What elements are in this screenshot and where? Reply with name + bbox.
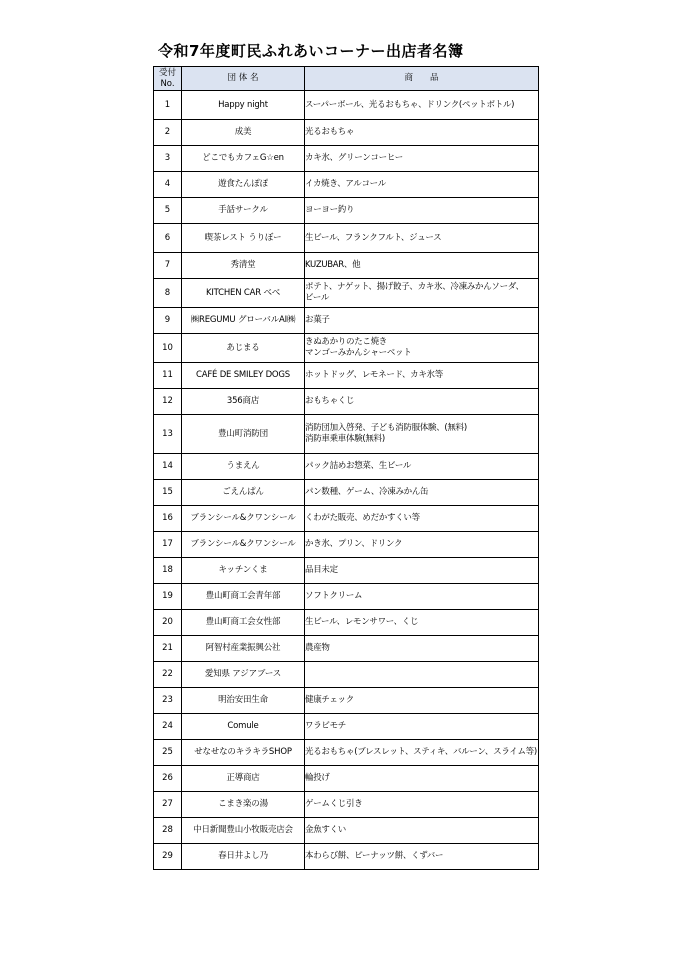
organization-name: 豊山町商工会青年部 [182, 584, 305, 610]
organization-name: ㈱REGUMU グローバルAI㈱ [182, 308, 305, 334]
organization-name: 愛知県 アジアブース [182, 662, 305, 688]
goods-line: パン数種、ゲーム、冷凍みかん缶 [305, 487, 429, 497]
goods-line: お菓子 [305, 315, 330, 325]
reception-number: 25 [154, 740, 182, 766]
goods-cell [305, 279, 539, 308]
table-header-row [154, 67, 539, 91]
reception-number: 27 [154, 792, 182, 818]
goods-cell [305, 532, 539, 558]
reception-number: 16 [154, 506, 182, 532]
table-row [154, 415, 539, 454]
table-row [154, 532, 539, 558]
table-row [154, 688, 539, 714]
table-row [154, 279, 539, 308]
organization-name: CAFÉ DE SMILEY DOGS [182, 363, 305, 389]
reception-number: 7 [154, 253, 182, 279]
goods-cell [305, 198, 539, 224]
table-row [154, 146, 539, 172]
organization-name: 春日井よし乃 [182, 844, 305, 870]
goods-line: マンゴーみかんシャーベット [305, 348, 412, 358]
organization-name: ごえんぱん [182, 480, 305, 506]
header-no-label: No. [160, 78, 175, 89]
goods-line: くわがた販売、めだかすくい等 [305, 513, 420, 523]
table-row [154, 792, 539, 818]
goods-line: 農産物 [305, 643, 330, 653]
goods-cell [305, 662, 539, 688]
goods-cell [305, 454, 539, 480]
table-row [154, 224, 539, 253]
reception-number: 21 [154, 636, 182, 662]
table-row [154, 610, 539, 636]
goods-cell [305, 558, 539, 584]
table-row [154, 662, 539, 688]
organization-name: 中日新聞豊山小牧販売店会 [182, 818, 305, 844]
goods-line: ヨーヨー釣り [305, 205, 355, 215]
reception-number: 28 [154, 818, 182, 844]
organization-name: Comule [182, 714, 305, 740]
header-reception-label: 受付 [158, 67, 176, 78]
goods-cell [305, 224, 539, 253]
organization-name: 遊食たんぽぽ [182, 172, 305, 198]
table-row [154, 766, 539, 792]
goods-line: ポテト、ナゲット、揚げ餃子、カキ氷、冷凍みかんソーダ、 [305, 282, 524, 292]
goods-cell [305, 91, 539, 120]
table-row [154, 480, 539, 506]
table-row [154, 120, 539, 146]
goods-cell [305, 792, 539, 818]
goods-cell [305, 714, 539, 740]
goods-cell [305, 334, 539, 363]
table-row [154, 253, 539, 279]
goods-line: スーパーボール、光るおもちゃ、ドリンク(ペットボトル) [305, 99, 515, 110]
goods-line: イカ焼き、アルコール [305, 179, 386, 189]
table-row [154, 91, 539, 120]
reception-number: 2 [154, 120, 182, 146]
table-row [154, 584, 539, 610]
table-row [154, 172, 539, 198]
goods-line: おもちゃくじ [305, 396, 355, 406]
page-title: 令和7年度町民ふれあいコーナー出店者名簿 [158, 42, 464, 60]
organization-name: 阿智村産業振興公社 [182, 636, 305, 662]
organization-name: 正導商店 [182, 766, 305, 792]
table-row [154, 558, 539, 584]
goods-line: 消防団加入啓発、子ども消防服体験、(無料) [305, 423, 467, 433]
organization-name: うまえん [182, 454, 305, 480]
goods-line: 健康チェック [305, 695, 354, 705]
goods-cell [305, 253, 539, 279]
goods-cell [305, 844, 539, 870]
table-row [154, 714, 539, 740]
table-row [154, 818, 539, 844]
goods-cell [305, 389, 539, 415]
organization-name: KITCHEN CAR べべ [182, 279, 305, 308]
organization-name: どこでもカフェG☆en [182, 146, 305, 172]
reception-number: 6 [154, 224, 182, 253]
goods-line: KUZUBAR、他 [305, 260, 361, 270]
reception-number: 24 [154, 714, 182, 740]
goods-cell [305, 688, 539, 714]
goods-line: 本わらび餅、ピーナッツ餅、くずバー [305, 851, 444, 861]
goods-line: かき氷、プリン、ドリンク [305, 539, 403, 549]
table-row [154, 198, 539, 224]
goods-cell [305, 584, 539, 610]
reception-number: 1 [154, 91, 182, 120]
header-organization-name: 団 体 名 [182, 67, 305, 91]
goods-cell [305, 766, 539, 792]
goods-cell [305, 636, 539, 662]
organization-name: 豊山町消防団 [182, 415, 305, 454]
goods-cell [305, 172, 539, 198]
organization-name: 喫茶レスト うりぼー [182, 224, 305, 253]
organization-name: 成美 [182, 120, 305, 146]
goods-line: 品目未定 [305, 565, 338, 575]
reception-number: 9 [154, 308, 182, 334]
organization-name: キッチンくま [182, 558, 305, 584]
reception-number: 13 [154, 415, 182, 454]
table-row [154, 334, 539, 363]
goods-line: 生ビール、フランクフルト、ジュース [305, 232, 442, 243]
reception-number: 11 [154, 363, 182, 389]
reception-number: 19 [154, 584, 182, 610]
table-row [154, 740, 539, 766]
goods-cell [305, 818, 539, 844]
goods-cell [305, 610, 539, 636]
table-row [154, 454, 539, 480]
table-row [154, 363, 539, 389]
goods-line: ゲームくじ引き [305, 799, 363, 809]
goods-cell [305, 740, 539, 766]
goods-cell [305, 415, 539, 454]
table-row [154, 506, 539, 532]
reception-number: 20 [154, 610, 182, 636]
reception-number: 29 [154, 844, 182, 870]
goods-line: 消防車乗車体験(無料) [305, 434, 385, 444]
reception-number: 23 [154, 688, 182, 714]
organization-name: 豊山町商工会女性部 [182, 610, 305, 636]
goods-line: 金魚すくい [305, 825, 347, 835]
goods-line: パック詰めお惣菜、生ビール [305, 461, 412, 471]
goods-cell [305, 480, 539, 506]
table-row [154, 636, 539, 662]
table-row [154, 389, 539, 415]
header-goods: 商 品 [305, 67, 539, 91]
organization-name: せなせなのキラキラSHOP [182, 740, 305, 766]
header-reception-no [154, 67, 182, 91]
goods-line: きぬあかりのたこ焼き [305, 337, 388, 347]
organization-name: あじまる [182, 334, 305, 363]
reception-number: 3 [154, 146, 182, 172]
organization-name: ブランシール&クワンシール [182, 506, 305, 532]
goods-cell [305, 146, 539, 172]
reception-number: 4 [154, 172, 182, 198]
goods-cell [305, 120, 539, 146]
reception-number: 8 [154, 279, 182, 308]
goods-line: カキ氷、グリーンコーヒー [305, 153, 403, 163]
reception-number: 10 [154, 334, 182, 363]
reception-number: 14 [154, 454, 182, 480]
goods-line: ビール [305, 293, 330, 303]
organization-name: ブランシール&クワンシール [182, 532, 305, 558]
organization-name: Happy night [182, 91, 305, 120]
table-row [154, 844, 539, 870]
reception-number: 18 [154, 558, 182, 584]
goods-line: 生ビール、レモンサワー、くじ [305, 617, 419, 627]
goods-line: 光るおもちゃ [305, 127, 355, 137]
reception-number: 15 [154, 480, 182, 506]
goods-line: 光るおもちゃ(ブレスレット、スティキ、バルーン、スライム等) [305, 747, 537, 757]
organization-name: 356商店 [182, 389, 305, 415]
goods-line: 輪投げ [305, 773, 330, 783]
goods-cell [305, 363, 539, 389]
goods-line: ワラビモチ [305, 721, 347, 731]
goods-cell [305, 308, 539, 334]
goods-cell [305, 506, 539, 532]
reception-number: 26 [154, 766, 182, 792]
goods-line: ホットドッグ、レモネード、カキ氷等 [305, 370, 443, 380]
exhibitor-table [153, 66, 539, 870]
organization-name: こまき楽の湯 [182, 792, 305, 818]
organization-name: 明治安田生命 [182, 688, 305, 714]
reception-number: 17 [154, 532, 182, 558]
organization-name: 秀清堂 [182, 253, 305, 279]
reception-number: 5 [154, 198, 182, 224]
reception-number: 22 [154, 662, 182, 688]
goods-line: ソフトクリーム [305, 591, 363, 601]
table-row [154, 308, 539, 334]
organization-name: 手話サークル [182, 198, 305, 224]
reception-number: 12 [154, 389, 182, 415]
